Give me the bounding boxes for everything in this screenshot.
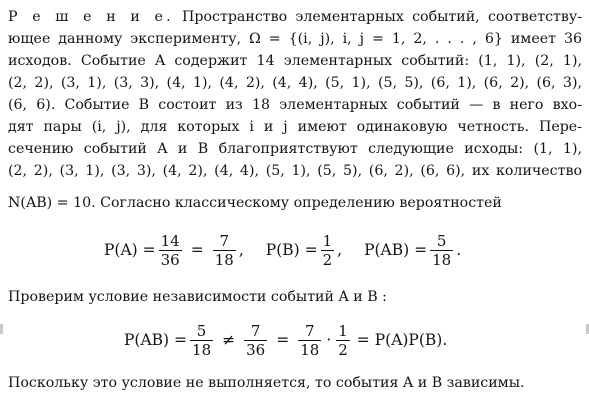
paragraph-line-3: исходов. Событие A содержит 14 элементарных событий: (1, 1), (2, 1), (8, 53, 582, 69)
fraction-denominator: 18 (300, 340, 320, 359)
pab-label: P(AB) = (124, 331, 188, 349)
fraction-1-2 (336, 322, 350, 359)
pa-fraction-2-numerator: 7 (219, 231, 230, 250)
formula-end-period: . (456, 241, 462, 259)
pa-fraction-1-numerator: 14 (160, 231, 180, 250)
pa-fraction-1-denominator: 36 (160, 250, 180, 269)
paragraph-line-8: (2, 2), (3, 1), (3, 3), (4, 2), (4, 4), (5, 1), (5, 5), (6, 2), (6, 6), их количество (8, 163, 582, 179)
paragraph-line-9: N(AB) = 10. Согласно классическому определению вероятностей (8, 195, 502, 211)
pa-fraction-1 (159, 232, 182, 269)
paragraph-line-1 (8, 6, 582, 28)
pa-fraction-2-denominator: 18 (214, 250, 234, 269)
pab-fraction-denominator: 18 (432, 250, 452, 269)
fraction-5-18 (190, 322, 213, 359)
separator-comma: , (238, 241, 244, 259)
fraction-denominator: 18 (192, 340, 212, 359)
pb-fraction-denominator: 2 (322, 250, 333, 269)
solution-label: Р е ш е н и е. (8, 9, 174, 25)
separator-comma: , (337, 241, 343, 259)
fraction-7-36 (244, 322, 267, 359)
equals-sign: = (276, 331, 290, 349)
fraction-denominator: 36 (246, 340, 266, 359)
pa-fraction-2 (213, 232, 236, 269)
independence-formula (124, 316, 447, 364)
fraction-numerator: 7 (304, 321, 315, 340)
product-rhs: = P(A)P(B). (356, 331, 448, 349)
paragraph-line-5: (6, 6). Событие B состоит из 18 элементарных событий — в него вхо- (8, 97, 582, 113)
equals-sign: = (190, 241, 204, 259)
pb-fraction-numerator: 1 (322, 231, 333, 250)
probability-formula (104, 226, 461, 274)
fraction-numerator: 5 (196, 321, 207, 340)
independence-check-line: Проверим условие независимости событий A и B : (8, 289, 387, 305)
pab-fraction-numerator: 5 (436, 231, 447, 250)
paragraph-line-1-text: Пространство элементарных событий, соответству- (173, 9, 582, 25)
pb-label: P(B) = (265, 241, 318, 259)
paragraph-line-2: ющее данному эксперименту, Ω = {(i, j), i, j = 1, 2, . . . , 6} имеет 36 (8, 31, 582, 47)
fraction-numerator: 7 (250, 321, 261, 340)
left-margin-mark (0, 324, 3, 334)
pab-fraction (430, 232, 453, 269)
fraction-numerator: 1 (338, 321, 348, 340)
pa-label: P(A) = (104, 241, 156, 259)
solution-document (8, 6, 583, 398)
multiplication-dot: · (326, 331, 332, 349)
paragraph-line-7: сечению событий A и B благоприятствуют следующие исходы: (1, 1), (8, 141, 582, 157)
pb-fraction (321, 232, 335, 269)
paragraph-line-6: дят пары (i, j), для которых i и j имеют одинаковую четность. Пере- (8, 119, 582, 135)
pab-label: P(AB) = (364, 241, 428, 259)
fraction-denominator: 2 (338, 340, 348, 359)
paragraph-line-4: (2, 2), (3, 1), (3, 3), (4, 1), (4, 2), (4, 4), (5, 1), (5, 5), (6, 1), (6, 2), (6, 3), (8, 75, 582, 91)
not-equal-sign: ≠ (222, 331, 236, 349)
fraction-7-18 (298, 322, 321, 359)
conclusion-line: Поскольку это условие не выполняется, то события A и B зависимы. (8, 375, 525, 391)
